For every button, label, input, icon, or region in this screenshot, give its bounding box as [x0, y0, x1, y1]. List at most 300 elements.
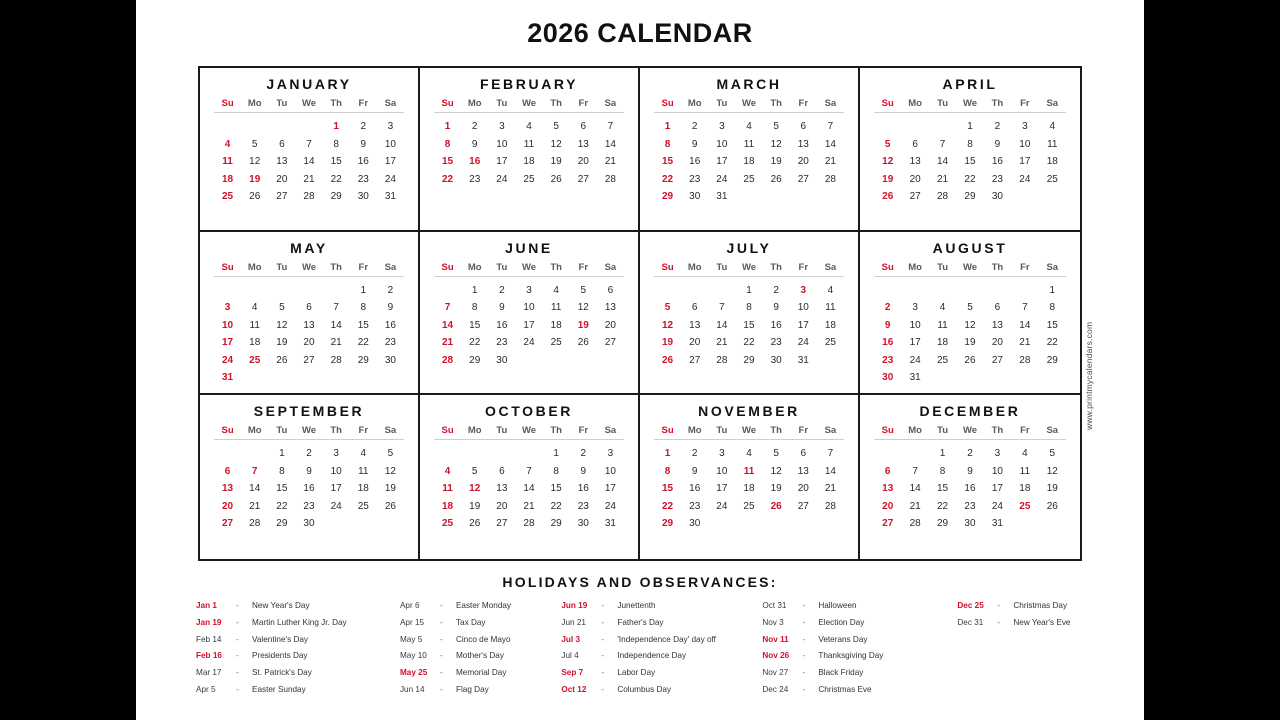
day-cell[interactable]: 11: [442, 483, 453, 495]
day-cell[interactable]: 25: [1019, 500, 1031, 512]
day-cell[interactable]: 21: [824, 483, 836, 495]
day-cell[interactable]: 18: [824, 319, 836, 331]
day-cell[interactable]: 27: [909, 191, 921, 202]
day-cell[interactable]: 22: [964, 173, 976, 185]
day-cell[interactable]: 15: [469, 319, 481, 331]
day-cell[interactable]: 25: [743, 500, 755, 512]
day-cell[interactable]: 21: [303, 173, 315, 185]
day-cell[interactable]: 28: [303, 191, 315, 202]
day-cell[interactable]: 22: [743, 337, 755, 349]
day-cell[interactable]: 12: [964, 319, 976, 331]
day-cell[interactable]: 26: [964, 354, 976, 366]
day-cell[interactable]: 12: [1046, 465, 1058, 477]
day-cell[interactable]: 27: [689, 354, 701, 366]
day-cell[interactable]: 4: [251, 302, 258, 314]
day-cell[interactable]: 1: [1049, 284, 1056, 296]
day-cell[interactable]: 1: [939, 448, 946, 460]
day-cell[interactable]: 30: [384, 354, 396, 366]
day-cell[interactable]: 11: [743, 138, 755, 150]
day-cell[interactable]: 11: [1019, 465, 1031, 477]
day-cell[interactable]: 24: [222, 354, 234, 366]
day-cell[interactable]: 28: [824, 173, 836, 185]
day-cell[interactable]: 11: [358, 465, 369, 477]
day-cell[interactable]: 29: [469, 354, 481, 366]
day-cell[interactable]: 19: [964, 337, 976, 349]
day-cell[interactable]: 2: [580, 448, 587, 460]
day-cell[interactable]: 5: [279, 302, 285, 314]
day-cell[interactable]: 21: [1019, 337, 1031, 349]
day-cell[interactable]: 22: [662, 500, 674, 512]
day-cell[interactable]: 2: [360, 121, 367, 132]
day-cell[interactable]: 10: [496, 138, 508, 150]
day-cell[interactable]: 23: [964, 500, 976, 512]
day-cell[interactable]: 4: [746, 121, 752, 132]
day-cell[interactable]: 6: [800, 121, 807, 132]
day-cell[interactable]: 14: [1019, 319, 1031, 331]
day-cell[interactable]: 2: [773, 284, 779, 296]
day-cell[interactable]: 13: [882, 483, 894, 495]
day-cell[interactable]: 8: [664, 138, 671, 150]
day-cell[interactable]: 22: [937, 500, 949, 512]
day-cell[interactable]: 5: [580, 284, 587, 296]
day-cell[interactable]: 14: [604, 138, 616, 150]
day-cell[interactable]: 10: [1019, 138, 1031, 150]
day-cell[interactable]: 22: [276, 500, 288, 512]
day-cell[interactable]: 19: [770, 156, 782, 167]
day-cell[interactable]: 19: [550, 156, 562, 167]
day-cell[interactable]: 26: [276, 354, 288, 366]
day-cell[interactable]: 13: [797, 138, 809, 150]
day-cell[interactable]: 11: [825, 302, 836, 314]
day-cell[interactable]: 1: [360, 284, 367, 296]
day-cell[interactable]: 25: [249, 354, 261, 366]
day-cell[interactable]: 28: [442, 354, 454, 366]
day-cell[interactable]: 17: [604, 483, 616, 495]
day-cell[interactable]: 6: [800, 448, 807, 460]
day-cell[interactable]: 14: [249, 483, 261, 495]
day-cell[interactable]: 27: [797, 500, 809, 512]
day-cell[interactable]: 16: [991, 156, 1003, 167]
day-cell[interactable]: 4: [526, 121, 532, 132]
day-cell[interactable]: 30: [991, 191, 1003, 202]
day-cell[interactable]: 9: [499, 302, 505, 314]
day-cell[interactable]: 3: [912, 302, 918, 314]
day-cell[interactable]: 8: [1049, 302, 1056, 314]
day-cell[interactable]: 27: [496, 518, 508, 530]
day-cell[interactable]: 27: [303, 354, 315, 366]
day-cell[interactable]: 9: [994, 138, 1001, 150]
day-cell[interactable]: 1: [279, 448, 285, 460]
day-cell[interactable]: 28: [249, 518, 261, 530]
day-cell[interactable]: 20: [991, 337, 1003, 349]
day-cell[interactable]: 5: [553, 121, 559, 132]
day-cell[interactable]: 5: [387, 448, 394, 460]
day-cell[interactable]: 30: [689, 191, 701, 202]
day-cell[interactable]: 20: [909, 173, 921, 185]
day-cell[interactable]: 27: [882, 518, 894, 530]
day-cell[interactable]: 28: [330, 354, 342, 366]
day-cell[interactable]: 24: [330, 500, 342, 512]
day-cell[interactable]: 19: [249, 173, 261, 185]
day-cell[interactable]: 21: [937, 173, 949, 185]
day-cell[interactable]: 24: [716, 173, 728, 185]
day-cell[interactable]: 6: [580, 121, 587, 132]
day-cell[interactable]: 22: [469, 337, 481, 349]
day-cell[interactable]: 19: [770, 483, 782, 495]
day-cell[interactable]: 19: [662, 337, 674, 349]
day-cell[interactable]: 29: [662, 518, 674, 530]
day-cell[interactable]: 14: [824, 465, 836, 477]
day-cell[interactable]: 21: [442, 337, 454, 349]
day-cell[interactable]: 17: [523, 319, 535, 331]
day-cell[interactable]: 14: [330, 319, 342, 331]
day-cell[interactable]: 26: [469, 518, 481, 530]
day-cell[interactable]: 30: [689, 518, 701, 530]
day-cell[interactable]: 5: [251, 138, 258, 150]
day-cell[interactable]: 5: [471, 465, 478, 477]
day-cell[interactable]: 1: [553, 448, 559, 460]
day-cell[interactable]: 1: [746, 284, 752, 296]
day-cell[interactable]: 26: [249, 191, 261, 202]
day-cell[interactable]: 20: [797, 483, 809, 495]
day-cell[interactable]: 18: [743, 483, 755, 495]
day-cell[interactable]: 21: [330, 337, 342, 349]
day-cell[interactable]: 2: [967, 448, 973, 460]
day-cell[interactable]: 10: [222, 319, 234, 331]
day-cell[interactable]: 26: [577, 337, 589, 349]
day-cell[interactable]: 20: [276, 173, 288, 185]
day-cell[interactable]: 13: [577, 138, 589, 150]
day-cell[interactable]: 31: [909, 372, 921, 384]
day-cell[interactable]: 9: [580, 465, 587, 477]
day-cell[interactable]: 7: [607, 121, 614, 132]
day-cell[interactable]: 28: [716, 354, 728, 366]
day-cell[interactable]: 6: [994, 302, 1001, 314]
day-cell[interactable]: 3: [719, 121, 725, 132]
day-cell[interactable]: 21: [604, 156, 616, 167]
day-cell[interactable]: 29: [662, 191, 674, 202]
day-cell[interactable]: 3: [994, 448, 1001, 460]
day-cell[interactable]: 29: [743, 354, 755, 366]
day-cell[interactable]: 31: [604, 518, 616, 530]
day-cell[interactable]: 30: [882, 372, 894, 384]
day-cell[interactable]: 6: [499, 465, 505, 477]
day-cell[interactable]: 18: [523, 156, 535, 167]
day-cell[interactable]: 8: [444, 138, 451, 150]
day-cell[interactable]: 3: [387, 121, 394, 132]
day-cell[interactable]: 29: [550, 518, 562, 530]
day-cell[interactable]: 11: [1047, 138, 1058, 150]
day-cell[interactable]: 15: [357, 319, 369, 331]
day-cell[interactable]: 15: [330, 156, 342, 167]
day-cell[interactable]: 18: [550, 319, 562, 331]
day-cell[interactable]: 7: [719, 302, 725, 314]
day-cell[interactable]: 26: [1046, 500, 1058, 512]
day-cell[interactable]: 13: [689, 319, 701, 331]
day-cell[interactable]: 20: [303, 337, 315, 349]
day-cell[interactable]: 18: [937, 337, 949, 349]
day-cell[interactable]: 29: [1046, 354, 1058, 366]
day-cell[interactable]: 3: [499, 121, 505, 132]
day-cell[interactable]: 24: [909, 354, 921, 366]
day-cell[interactable]: 12: [770, 465, 782, 477]
day-cell[interactable]: 17: [716, 156, 728, 167]
day-cell[interactable]: 31: [716, 191, 728, 202]
day-cell[interactable]: 18: [357, 483, 369, 495]
day-cell[interactable]: 3: [800, 284, 807, 296]
day-cell[interactable]: 23: [689, 173, 701, 185]
day-cell[interactable]: 4: [444, 465, 451, 477]
day-cell[interactable]: 6: [912, 138, 918, 150]
day-cell[interactable]: 12: [276, 319, 288, 331]
day-cell[interactable]: 26: [770, 173, 782, 185]
day-cell[interactable]: 15: [1046, 319, 1058, 331]
day-cell[interactable]: 7: [827, 448, 834, 460]
day-cell[interactable]: 23: [770, 337, 782, 349]
day-cell[interactable]: 15: [662, 156, 674, 167]
day-cell[interactable]: 25: [550, 337, 562, 349]
day-cell[interactable]: 4: [224, 138, 231, 150]
day-cell[interactable]: 1: [444, 121, 451, 132]
day-cell[interactable]: 27: [797, 173, 809, 185]
day-cell[interactable]: 27: [991, 354, 1003, 366]
day-cell[interactable]: 24: [991, 500, 1003, 512]
day-cell[interactable]: 16: [770, 319, 782, 331]
day-cell[interactable]: 9: [773, 302, 779, 314]
day-cell[interactable]: 2: [994, 121, 1001, 132]
day-cell[interactable]: 1: [664, 121, 671, 132]
day-cell[interactable]: 14: [937, 156, 949, 167]
day-cell[interactable]: 7: [526, 465, 532, 477]
day-cell[interactable]: 4: [553, 284, 559, 296]
day-cell[interactable]: 17: [330, 483, 342, 495]
day-cell[interactable]: 16: [689, 483, 701, 495]
day-cell[interactable]: 24: [797, 337, 809, 349]
day-cell[interactable]: 11: [523, 138, 535, 150]
day-cell[interactable]: 15: [964, 156, 976, 167]
day-cell[interactable]: 8: [664, 465, 671, 477]
day-cell[interactable]: 25: [523, 173, 535, 185]
day-cell[interactable]: 2: [499, 284, 505, 296]
day-cell[interactable]: 7: [251, 465, 258, 477]
day-cell[interactable]: 6: [224, 465, 231, 477]
day-cell[interactable]: 23: [384, 337, 396, 349]
day-cell[interactable]: 16: [303, 483, 315, 495]
day-cell[interactable]: 20: [577, 156, 589, 167]
day-cell[interactable]: 3: [526, 284, 532, 296]
day-cell[interactable]: 7: [444, 302, 451, 314]
day-cell[interactable]: 7: [1022, 302, 1028, 314]
day-cell[interactable]: 14: [716, 319, 728, 331]
day-cell[interactable]: 3: [333, 448, 339, 460]
day-cell[interactable]: 22: [550, 500, 562, 512]
day-cell[interactable]: 25: [937, 354, 949, 366]
day-cell[interactable]: 8: [553, 465, 559, 477]
day-cell[interactable]: 1: [333, 121, 339, 132]
day-cell[interactable]: 10: [716, 465, 728, 477]
day-cell[interactable]: 25: [1046, 173, 1058, 185]
day-cell[interactable]: 11: [249, 319, 260, 331]
day-cell[interactable]: 14: [442, 319, 454, 331]
day-cell[interactable]: 12: [577, 302, 589, 314]
day-cell[interactable]: 19: [469, 500, 481, 512]
day-cell[interactable]: 16: [469, 156, 481, 167]
day-cell[interactable]: 7: [827, 121, 834, 132]
day-cell[interactable]: 20: [882, 500, 894, 512]
day-cell[interactable]: 10: [384, 138, 396, 150]
day-cell[interactable]: 29: [357, 354, 369, 366]
day-cell[interactable]: 23: [469, 173, 481, 185]
day-cell[interactable]: 21: [824, 156, 836, 167]
day-cell[interactable]: 16: [882, 337, 894, 349]
day-cell[interactable]: 24: [1019, 173, 1031, 185]
day-cell[interactable]: 13: [797, 465, 809, 477]
day-cell[interactable]: 10: [716, 138, 728, 150]
day-cell[interactable]: 26: [384, 500, 396, 512]
day-cell[interactable]: 26: [662, 354, 674, 366]
day-cell[interactable]: 28: [909, 518, 921, 530]
day-cell[interactable]: 2: [306, 448, 312, 460]
day-cell[interactable]: 24: [496, 173, 508, 185]
day-cell[interactable]: 4: [1049, 121, 1056, 132]
day-cell[interactable]: 16: [357, 156, 369, 167]
day-cell[interactable]: 4: [1022, 448, 1028, 460]
day-cell[interactable]: 6: [306, 302, 312, 314]
day-cell[interactable]: 1: [471, 284, 478, 296]
day-cell[interactable]: 25: [222, 191, 234, 202]
day-cell[interactable]: 27: [577, 173, 589, 185]
day-cell[interactable]: 30: [964, 518, 976, 530]
day-cell[interactable]: 3: [607, 448, 614, 460]
day-cell[interactable]: 19: [577, 319, 589, 331]
day-cell[interactable]: 6: [607, 284, 614, 296]
day-cell[interactable]: 4: [746, 448, 752, 460]
day-cell[interactable]: 9: [306, 465, 312, 477]
day-cell[interactable]: 9: [967, 465, 973, 477]
day-cell[interactable]: 25: [743, 173, 755, 185]
day-cell[interactable]: 12: [550, 138, 562, 150]
day-cell[interactable]: 21: [716, 337, 728, 349]
day-cell[interactable]: 5: [967, 302, 973, 314]
day-cell[interactable]: 13: [496, 483, 508, 495]
day-cell[interactable]: 22: [357, 337, 369, 349]
day-cell[interactable]: 10: [991, 465, 1003, 477]
day-cell[interactable]: 17: [909, 337, 921, 349]
day-cell[interactable]: 26: [770, 500, 782, 512]
day-cell[interactable]: 7: [333, 302, 339, 314]
day-cell[interactable]: 2: [387, 284, 394, 296]
day-cell[interactable]: 9: [884, 319, 891, 331]
day-cell[interactable]: 28: [523, 518, 535, 530]
day-cell[interactable]: 8: [333, 138, 339, 150]
day-cell[interactable]: 23: [357, 173, 369, 185]
day-cell[interactable]: 13: [604, 302, 616, 314]
day-cell[interactable]: 2: [691, 121, 698, 132]
day-cell[interactable]: 10: [523, 302, 535, 314]
day-cell[interactable]: 10: [909, 319, 921, 331]
day-cell[interactable]: 20: [496, 500, 508, 512]
day-cell[interactable]: 6: [279, 138, 285, 150]
day-cell[interactable]: 28: [824, 500, 836, 512]
day-cell[interactable]: 7: [306, 138, 312, 150]
day-cell[interactable]: 4: [827, 284, 834, 296]
day-cell[interactable]: 12: [469, 483, 481, 495]
day-cell[interactable]: 22: [1046, 337, 1058, 349]
day-cell[interactable]: 2: [691, 448, 698, 460]
day-cell[interactable]: 24: [523, 337, 535, 349]
day-cell[interactable]: 13: [276, 156, 288, 167]
day-cell[interactable]: 15: [442, 156, 454, 167]
day-cell[interactable]: 14: [824, 138, 836, 150]
day-cell[interactable]: 9: [387, 302, 394, 314]
day-cell[interactable]: 15: [550, 483, 562, 495]
day-cell[interactable]: 14: [523, 483, 535, 495]
day-cell[interactable]: 15: [276, 483, 288, 495]
day-cell[interactable]: 5: [884, 138, 891, 150]
day-cell[interactable]: 10: [604, 465, 616, 477]
day-cell[interactable]: 12: [882, 156, 894, 167]
day-cell[interactable]: 18: [1019, 483, 1031, 495]
day-cell[interactable]: 14: [303, 156, 315, 167]
day-cell[interactable]: 17: [797, 319, 809, 331]
day-cell[interactable]: 22: [662, 173, 674, 185]
day-cell[interactable]: 13: [222, 483, 234, 495]
day-cell[interactable]: 20: [222, 500, 234, 512]
day-cell[interactable]: 17: [1019, 156, 1031, 167]
day-cell[interactable]: 8: [279, 465, 285, 477]
day-cell[interactable]: 26: [550, 173, 562, 185]
day-cell[interactable]: 23: [577, 500, 589, 512]
day-cell[interactable]: 29: [330, 191, 342, 202]
day-cell[interactable]: 5: [1049, 448, 1056, 460]
day-cell[interactable]: 8: [939, 465, 946, 477]
day-cell[interactable]: 22: [442, 173, 454, 185]
day-cell[interactable]: 29: [937, 518, 949, 530]
day-cell[interactable]: 29: [964, 191, 976, 202]
day-cell[interactable]: 19: [882, 173, 894, 185]
day-cell[interactable]: 1: [664, 448, 671, 460]
day-cell[interactable]: 26: [882, 191, 894, 202]
day-cell[interactable]: 3: [719, 448, 725, 460]
day-cell[interactable]: 31: [222, 372, 234, 384]
day-cell[interactable]: 15: [662, 483, 674, 495]
day-cell[interactable]: 16: [689, 156, 701, 167]
day-cell[interactable]: 18: [249, 337, 261, 349]
day-cell[interactable]: 10: [797, 302, 809, 314]
day-cell[interactable]: 18: [743, 156, 755, 167]
day-cell[interactable]: 18: [222, 173, 234, 185]
day-cell[interactable]: 16: [496, 319, 508, 331]
day-cell[interactable]: 20: [689, 337, 701, 349]
day-cell[interactable]: 9: [471, 138, 478, 150]
day-cell[interactable]: 20: [797, 156, 809, 167]
day-cell[interactable]: 17: [384, 156, 396, 167]
day-cell[interactable]: 5: [773, 448, 779, 460]
day-cell[interactable]: 28: [937, 191, 949, 202]
day-cell[interactable]: 17: [716, 483, 728, 495]
day-cell[interactable]: 24: [716, 500, 728, 512]
day-cell[interactable]: 16: [577, 483, 589, 495]
day-cell[interactable]: 9: [691, 465, 698, 477]
day-cell[interactable]: 23: [303, 500, 315, 512]
day-cell[interactable]: 11: [937, 319, 948, 331]
day-cell[interactable]: 17: [991, 483, 1003, 495]
day-cell[interactable]: 14: [909, 483, 921, 495]
day-cell[interactable]: 22: [330, 173, 342, 185]
day-cell[interactable]: 4: [939, 302, 946, 314]
day-cell[interactable]: 21: [249, 500, 261, 512]
day-cell[interactable]: 21: [909, 500, 921, 512]
